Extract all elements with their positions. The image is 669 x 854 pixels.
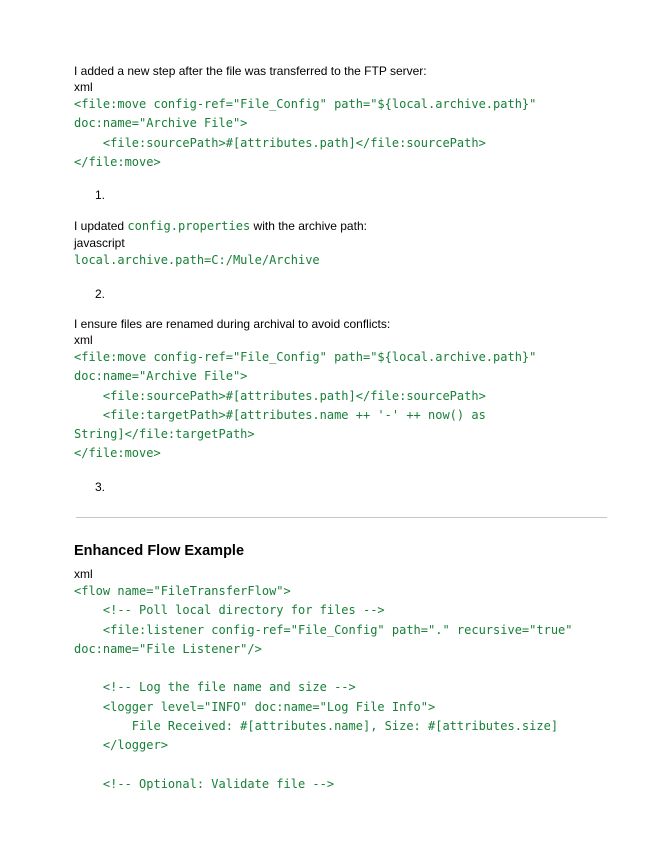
step-1-code-language: xml xyxy=(74,80,93,94)
section-divider xyxy=(76,517,607,518)
step-2-intro-before: I updated xyxy=(74,219,128,233)
enhanced-flow-code-block: <flow name="FileTransferFlow"> <!-- Poll local directory for files --> <file:listener config-ref="File_Config" path="." recursive="true" doc:name="File Listener"/> <!-- Log the file name and size --> <logger level="INFO" doc:name="Log File Info"> File Received: #[attributes.name], Size: #[attributes.size] </logger> <!-- Optional: Validate file --> xyxy=(74,584,573,791)
step-2-intro-after: with the archive path: xyxy=(250,219,367,233)
step-3-number: 3. xyxy=(95,480,106,494)
enhanced-code-language: xml xyxy=(74,567,93,581)
section-heading: Enhanced Flow Example xyxy=(74,543,245,559)
step-3-intro: I ensure files are renamed during archival to avoid conflicts: xyxy=(74,317,391,331)
step-3-code-block: <file:move config-ref="File_Config" path="${local.archive.path}" doc:name="Archive File"> <file:sourcePath>#[attributes.path]</file:sourcePath> <file:targetPath>#[attributes.name ++ '-' ++ now() as String]</file:targetPath> </file:move> xyxy=(74,350,537,461)
step-2-intro xyxy=(74,218,367,234)
step-1-number: 1. xyxy=(95,188,106,202)
config-properties-inline-code: config.properties xyxy=(127,219,251,233)
step-1-intro: I added a new step after the file was transferred to the FTP server: xyxy=(74,64,427,78)
step-3-code-language: xml xyxy=(74,333,93,347)
step-2-code-language: javascript xyxy=(74,236,125,250)
step-2-number: 2. xyxy=(95,287,106,301)
step-1-code-block: <file:move config-ref="File_Config" path="${local.archive.path}" doc:name="Archive File"> <file:sourcePath>#[attributes.path]</file:sourcePath> </file:move> xyxy=(74,97,537,169)
step-2-code-block: local.archive.path=C:/Mule/Archive xyxy=(74,253,320,267)
